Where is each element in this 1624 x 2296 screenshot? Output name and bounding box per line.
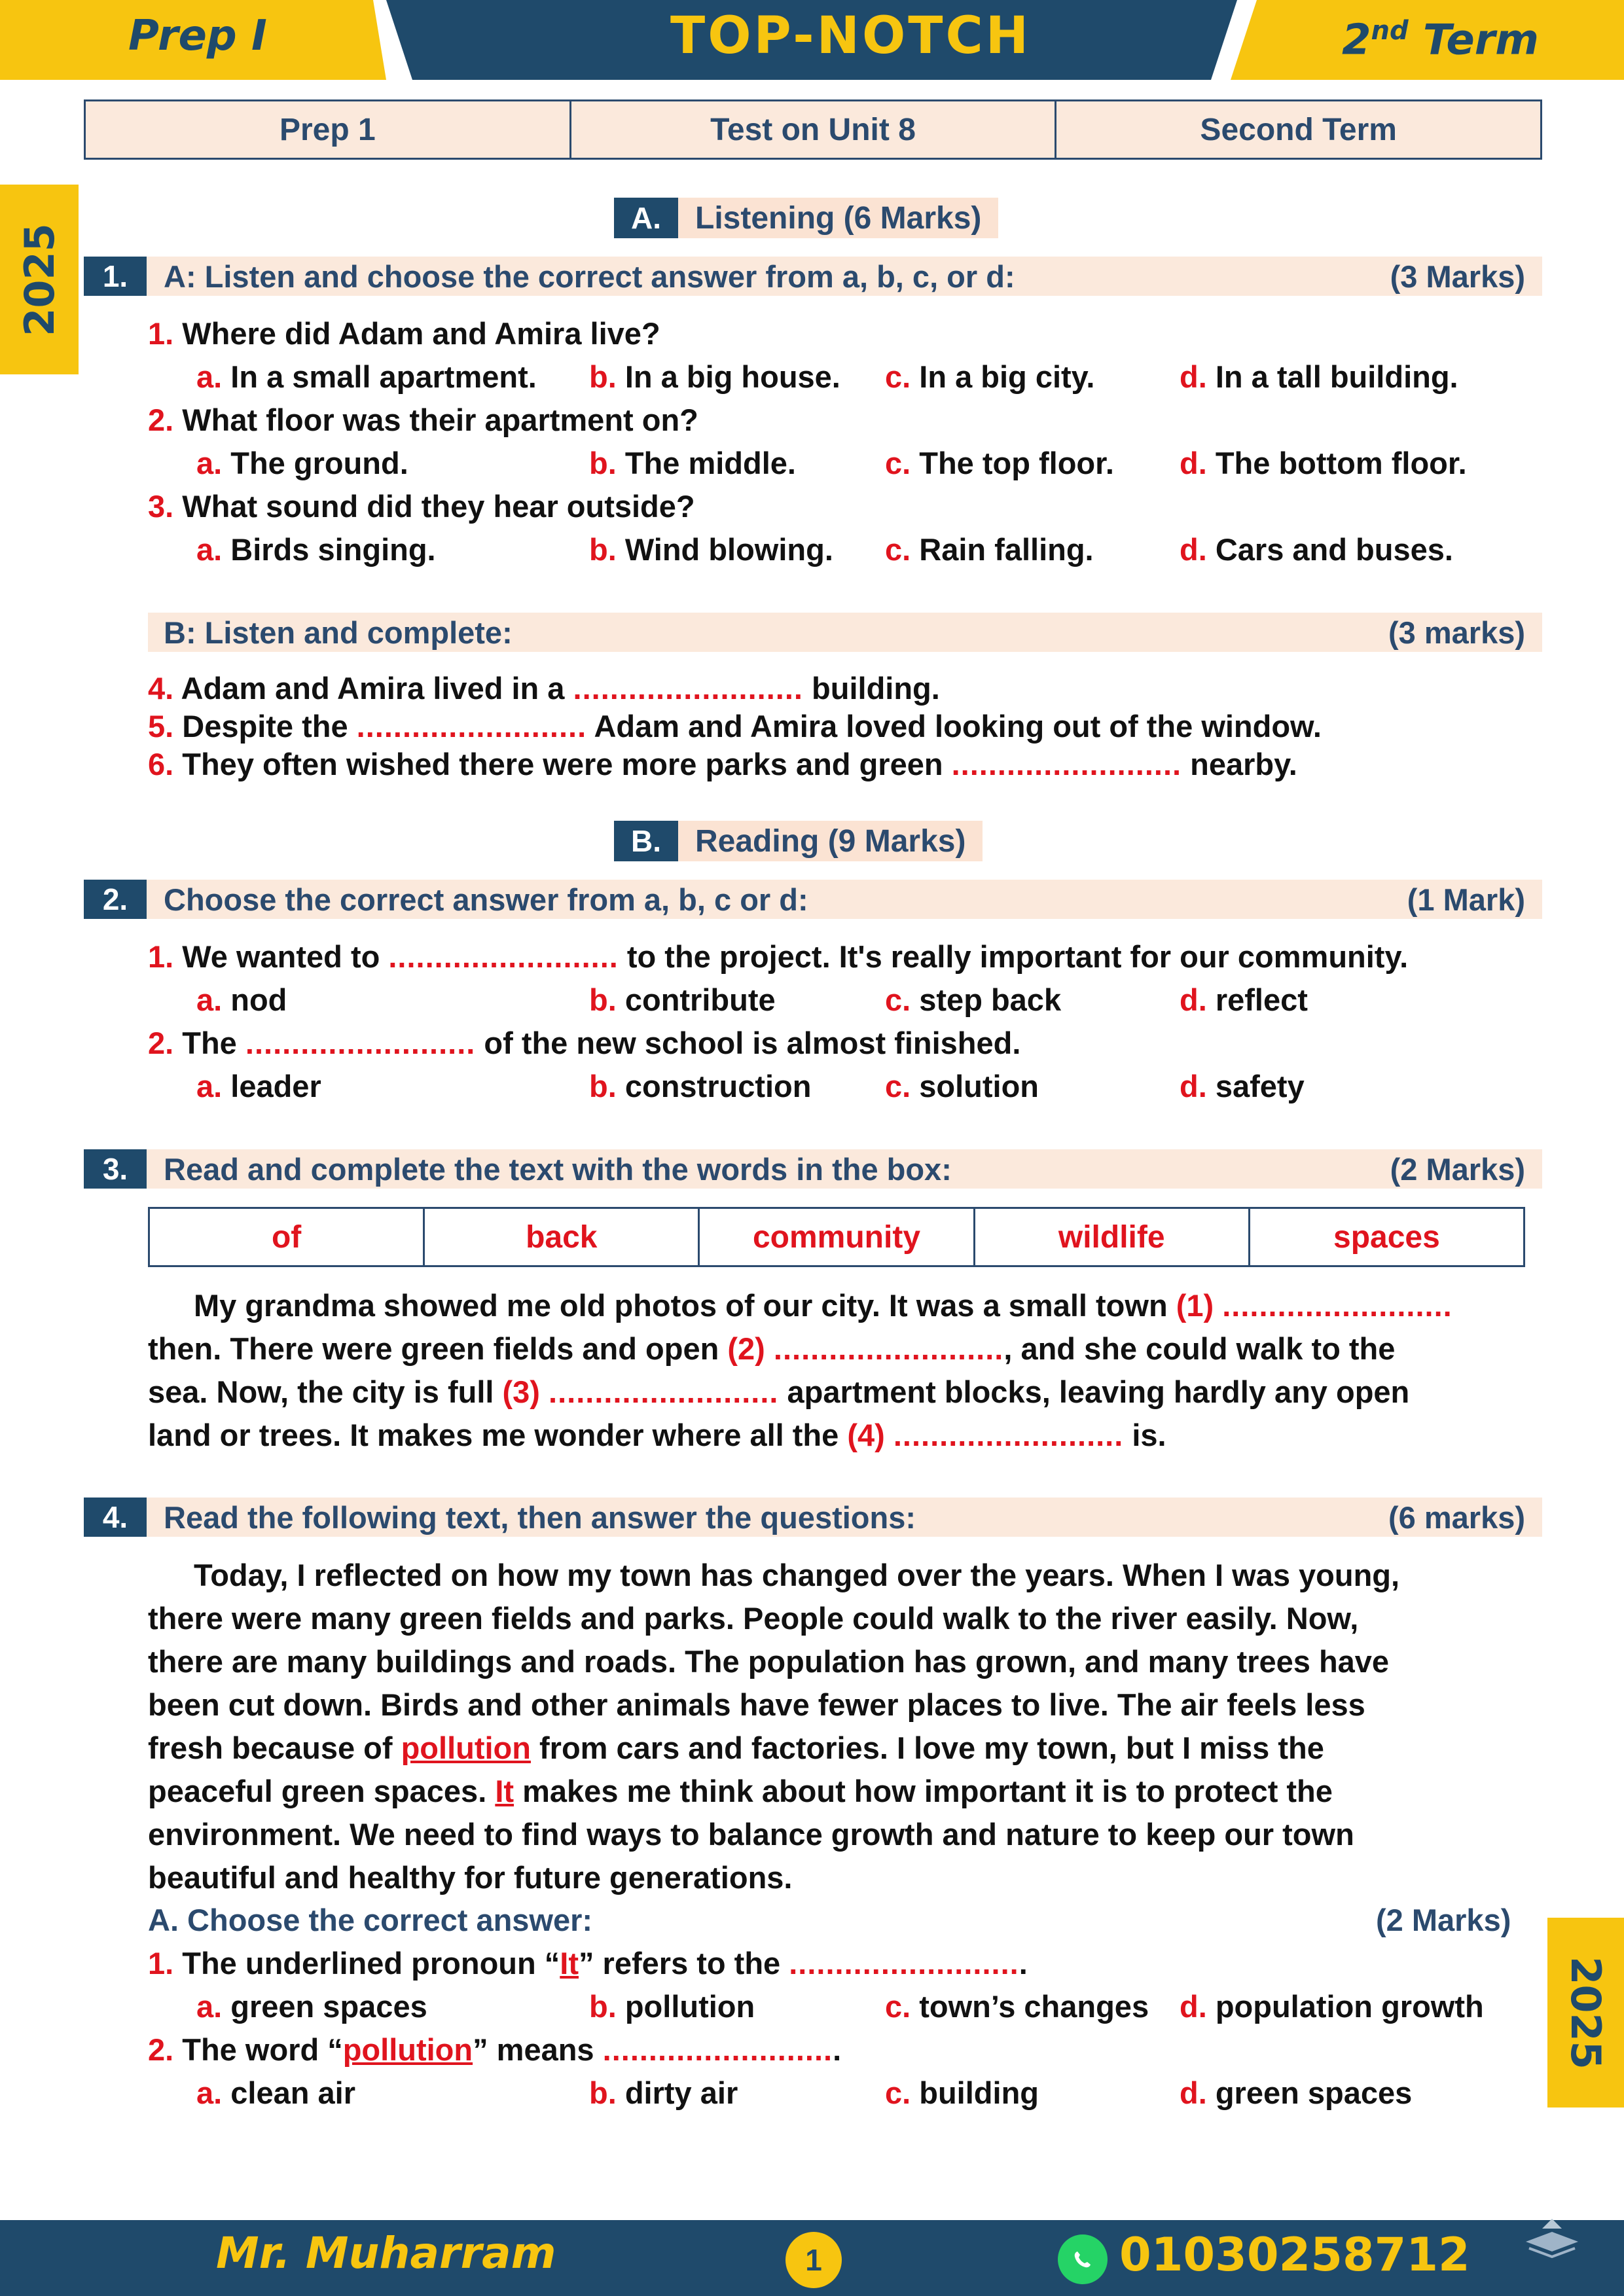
q3-paragraph: My grandma showed me old photos of our city. It was a small town (1) ......................... then. There were green fields and open (2) ........................., and she could walk to the sea. Now, the city is full (3) ......................... apartment blocks, leaving hardly any open land or trees. It makes me wonder where all the (4) ......................... is. [148, 1288, 1453, 1452]
q1-item-2-opt-d: d. The bottom floor. [1180, 446, 1467, 480]
header-term: 2nd Term [1342, 16, 1539, 65]
word-box-item: community [700, 1209, 975, 1265]
q2-header [84, 880, 1542, 919]
q2-item-1-opt-b: b. contribute [589, 982, 776, 1017]
header-brand: TOP-NOTCH [670, 7, 1031, 65]
q4-marks: (6 marks) [1388, 1499, 1525, 1535]
q4-item-1: 1. The underlined pronoun “It” refers to the .......................... [148, 1946, 1028, 1981]
section-a-letter: A. [614, 198, 678, 238]
q3-header [84, 1149, 1542, 1189]
book-logo-icon [1516, 2212, 1588, 2265]
q3-number: 3. [84, 1149, 147, 1189]
q1-b-marks: (3 marks) [1388, 615, 1525, 650]
side-year-tab-right [1547, 1918, 1624, 2108]
q1-item-2-opt-c: c. The top floor. [885, 446, 1114, 480]
q4-item-2-opt-c: c. building [885, 2075, 1039, 2110]
side-year-tab-left [0, 185, 79, 374]
section-a-pill [614, 198, 998, 238]
q2-item-2-opt-c: c. solution [885, 1069, 1039, 1103]
q1-b-item-6: 6. They often wished there were more parks and green ......................... nearby. [148, 747, 1297, 781]
q2-item-2-opt-a: a. leader [196, 1069, 321, 1103]
info-term: Second Term [1200, 112, 1397, 147]
section-a-label: Listening (6 Marks) [678, 198, 998, 238]
whatsapp-icon [1058, 2234, 1108, 2284]
q1-item-3-opt-a: a. Birds singing. [196, 532, 436, 567]
q4-item-1-opt-a: a. green spaces [196, 1989, 427, 2024]
side-year-left: 2025 [15, 223, 63, 336]
q3-marks: (2 Marks) [1390, 1151, 1525, 1187]
q4-item-1-opt-d: d. population growth [1180, 1989, 1484, 2024]
info-grade: Prep 1 [86, 101, 571, 158]
section-b-label: Reading (9 Marks) [678, 821, 983, 861]
q4-header [84, 1498, 1542, 1537]
q4-item-1-opt-c: c. town’s changes [885, 1989, 1149, 2024]
q1-item-2: 2. What floor was their apartment on? [148, 403, 698, 437]
q2-item-2-opt-b: b. construction [589, 1069, 812, 1103]
word-box-item: of [150, 1209, 425, 1265]
q1-item-2-opt-b: b. The middle. [589, 446, 796, 480]
q2-number: 2. [84, 880, 147, 919]
q1-item-1-opt-b: b. In a big house. [589, 359, 840, 394]
q4-item-1-opt-b: b. pollution [589, 1989, 755, 2024]
q2-item-1-opt-c: c. step back [885, 982, 1062, 1017]
q1-item-3-opt-c: c. Rain falling. [885, 532, 1094, 567]
q1-b-item-4: 4. Adam and Amira lived in a ......................... building. [148, 671, 940, 706]
q1-item-3-opt-d: d. Cars and buses. [1180, 532, 1453, 567]
word-box-item: spaces [1333, 1219, 1440, 1255]
q4-number: 4. [84, 1498, 147, 1537]
q2-title: Choose the correct answer from a, b, c or d: [164, 882, 808, 917]
q1-item-3: 3. What sound did they hear outside? [148, 489, 695, 524]
q2-item-2: 2. The ......................... of the new school is almost finished. [148, 1026, 1021, 1060]
q3-title: Read and complete the text with the words in the box: [164, 1151, 952, 1187]
q2-item-1-opt-d: d. reflect [1180, 982, 1308, 1017]
info-test: Test on Unit 8 [571, 101, 1057, 158]
section-b-pill [614, 821, 983, 861]
info-table [84, 99, 1542, 160]
q1-b-header [148, 613, 1542, 652]
word-box-item: wildlife [975, 1209, 1250, 1265]
side-year-right: 2025 [1562, 1956, 1610, 2070]
q2-marks: (1 Mark) [1407, 882, 1525, 917]
q4-item-2: 2. The word “pollution” means .......................... [148, 2032, 842, 2067]
q4-title: Read the following text, then answer the questions: [164, 1499, 916, 1535]
header-grade: Prep I [128, 12, 267, 60]
word-box-item: back [425, 1209, 700, 1265]
q1-item-1: 1. Where did Adam and Amira live? [148, 316, 660, 351]
q4-item-2-opt-b: b. dirty air [589, 2075, 738, 2110]
q1-header [84, 257, 1542, 296]
footer-teacher-name: Mr. Muharram [216, 2228, 556, 2278]
q4-item-2-opt-a: a. clean air [196, 2075, 355, 2110]
q1-number: 1. [84, 257, 147, 296]
q3-word-box [148, 1207, 1525, 1267]
q2-item-1: 1. We wanted to ......................... to the project. It's really important for our community. [148, 939, 1409, 974]
q1-item-1-opt-a: a. In a small apartment. [196, 359, 537, 394]
q1-b-title: B: Listen and complete: [164, 615, 513, 650]
q1-title: A: Listen and choose the correct answer from a, b, c, or d: [164, 259, 1015, 294]
q1-item-1-opt-c: c. In a big city. [885, 359, 1095, 394]
page-number: 1 [785, 2232, 842, 2288]
phone-handset-icon [1066, 2243, 1099, 2276]
q4-item-2-opt-d: d. green spaces [1180, 2075, 1413, 2110]
q1-item-1-opt-d: d. In a tall building. [1180, 359, 1458, 394]
section-b-letter: B. [614, 821, 678, 861]
q2-item-2-opt-d: d. safety [1180, 1069, 1305, 1103]
footer-phone: 01030258712 [1119, 2228, 1470, 2282]
logo-watermark [1516, 2212, 1588, 2265]
q4-paragraph: Today, I reflected on how my town has changed over the years. When I was young, there were many green fields and parks. People could walk to the river easily. Now, there are many buildings and roads. The population has grown, and many trees have been cut down. Birds and other animals have fewer places to live. The air feels less fresh because of pollution from cars and factories. I love my town, but I miss the peaceful green spaces. It makes me think about how important it is to protect the environment. We need to find ways to balance growth and nature to keep our town beautiful and healthy for future generations. [148, 1558, 1400, 1895]
q4-a-marks: (2 Marks) [1376, 1903, 1511, 1937]
q1-b-item-5: 5. Despite the ......................... Adam and Amira loved looking out of the window. [148, 709, 1322, 744]
q1-item-3-opt-b: b. Wind blowing. [589, 532, 833, 567]
q4-a-title: A. Choose the correct answer: [148, 1903, 593, 1937]
q1-item-2-opt-a: a. The ground. [196, 446, 408, 480]
q2-item-1-opt-a: a. nod [196, 982, 287, 1017]
q1-marks: (3 Marks) [1390, 259, 1525, 294]
